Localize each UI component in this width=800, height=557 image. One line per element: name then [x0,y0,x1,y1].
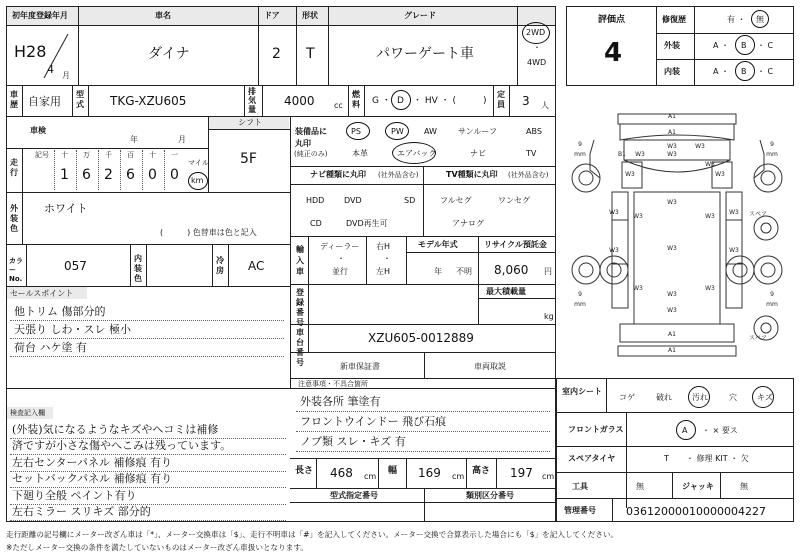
damage-mark: W3 [667,307,677,314]
displacement-value: 4000 [284,94,315,108]
cc-unit: cc [334,101,343,110]
chassis-label: 車台番号 [296,328,304,367]
damage-mark: W3 [695,143,705,150]
digit-header: 百 [127,151,134,159]
mgmt-label: 管理番号 [564,506,596,515]
damage-mark: W3 [705,285,715,292]
mileage-digit: 1 [60,167,69,183]
shift-value: 5F [240,151,257,167]
length-label: 長さ [295,466,314,476]
import-right: 右H [376,242,391,251]
mile-label: マイル [188,159,209,167]
import-dealer: ディーラー [320,242,360,251]
drive-2wd: 2WD [526,28,546,37]
recycle-yen: 円 [544,267,552,276]
sales-point-line: 他トリム 傷部分的 [14,305,106,318]
sheet-item: 穴 [729,393,737,402]
spare-label: スペア [748,211,768,218]
import-parallel: 並行 [332,267,348,276]
damage-mark: A1 [668,331,676,338]
width-label: 幅 [388,466,398,476]
max-load-label: 最大積載量 [486,287,526,296]
usage-value: 自家用 [28,95,61,108]
damage-mark: W3 [635,151,645,158]
import-dot1: ・ [337,254,345,263]
equipment-label: 装備品に丸印 [295,127,327,148]
era-value: H28 [14,42,47,61]
width-cm: cm [452,472,465,481]
damage-mark: W3 [633,213,643,220]
sales-point-line: 荷台 ハケ塗 有 [14,341,87,354]
interior-c: ・ C [757,67,774,76]
equipment-sub: (純正のみ) [294,150,328,158]
nav-item: DVD [344,196,362,205]
drive-dot: ・ [533,43,541,52]
height-value: 197 [510,466,533,480]
glass-rest: ・ × 要ス [702,426,738,435]
model-year-unknown: 不明 [456,267,472,276]
notes-label: 注意事項・不具合箇所 [298,380,368,388]
repair-yes: 有 ・ [727,15,746,24]
tire-number: 9 [770,141,774,148]
shape-label: 形状 [302,11,318,20]
mm-label: mm [574,151,586,158]
km-label: km [191,176,204,185]
note-line: ノブ類 スレ・キズ 有 [300,435,406,448]
digit-header: 万 [83,151,90,159]
mgmt-value: 0361200001000000422‌7 [626,505,766,518]
interior-b: B [741,67,747,76]
damage-mark: W3 [705,161,715,168]
shaken-year-unit: 年 [130,135,138,144]
mileage-digit: 6 [82,167,91,183]
drive-4wd: 4WD [527,58,547,67]
inspector-line: 左右ミラー スリキズ 部分的 [12,505,151,518]
equipment-item: ABS [526,127,542,136]
note-line: 外装各所 筆塗有 [300,395,381,408]
year-label: 初年度登録年月 [12,11,68,20]
capacity-value: 3 [522,94,530,108]
shift-label: シフト [238,118,262,127]
interior-label: 内装 [664,67,680,76]
chassis-value: XZU605-0012889 [368,331,474,345]
reg-label: 登録番号 [296,288,304,327]
model-year-unit: 年 [434,267,442,276]
color-no-value: 057 [64,259,87,273]
nav-item: CD [310,219,322,228]
import-label: 輸入車 [296,245,304,276]
damage-mark: A1 [668,113,676,120]
inspector-line: セットバックパネル 補修痕 有り [12,472,173,486]
height-label: 高さ [472,466,491,476]
nav-item: SD [404,196,416,205]
car-name-label: 車名 [155,11,171,20]
tools-value: 無 [636,482,644,491]
damage-mark: W3 [633,285,643,292]
equipment-item: エアバック [397,149,437,158]
grade-label: グレード [404,11,436,20]
tv-title: TV種類に丸印 [446,170,498,179]
mileage-digit: 2 [104,167,113,183]
damage-mark: W3 [705,213,715,220]
recycle-label: リサイクル預託金 [484,240,547,249]
mileage-digit: 0 [170,167,179,183]
door-value: 2 [272,46,281,62]
inspector-line: 左右センターパネル 補修痕 有り [12,455,173,469]
exterior-label: 外装 [664,41,680,50]
shaken-month-unit: 月 [178,135,186,144]
equipment-item: PW [391,127,404,136]
damage-mark: W3 [667,245,677,252]
tv-item: フルセグ [440,196,472,205]
equipment-item: 本革 [352,149,368,158]
month-value: 4 [47,63,54,76]
width-value: 169 [418,466,441,480]
ac-value: AC [248,259,265,273]
tv-item: アナログ [452,219,484,228]
height-cm: cm [542,472,555,481]
digit-header: 十 [149,151,156,159]
shape-value: T [306,46,315,62]
mm-label: mm [766,301,778,308]
type-designation-label: 型式指定番号 [330,491,378,500]
damage-mark: A1 [668,129,676,136]
damage-mark: W3 [609,209,619,216]
vehicle-manual: 車両取説 [474,362,506,371]
tv-note: (社外品含む) [508,171,549,179]
max-load-kg: kg [544,312,554,321]
mileage-digit: 6 [126,167,135,183]
equipment-item: ナビ [470,149,486,158]
damage-mark: W3 [667,199,677,206]
repair-no: 無 [756,15,764,24]
damage-mark: W3 [609,247,619,254]
digit-header: 記号 [35,151,49,159]
jack-label: ジャッキ [682,482,714,491]
inspector-line: (外装)気になるようなキズやヘコミは補修 [12,423,219,436]
scratch-circle [752,386,774,408]
equipment-item: サンルーフ [458,127,497,136]
damage-mark: A1 [668,347,676,354]
repaint-note: ( ) 色替車は色と記入 [160,228,257,237]
fuel-hv: ・ HV ・ ( [413,96,457,106]
score-label: 評価点 [598,15,626,25]
damage-mark: W3 [729,209,739,216]
door-label: ドア [264,11,280,20]
sheet-item: 汚れ [692,393,708,402]
interior-sheet-label: 室内シート [562,387,602,396]
damage-mark: W3 [667,291,677,298]
sales-point-line: 天張り しわ・スレ 極小 [14,323,131,336]
spare-tire-label: スペアタイヤ [568,454,616,463]
ac-label: 冷房 [216,256,224,275]
damage-mark: W3 [667,151,677,158]
tire-number: 9 [578,141,582,148]
shaken-label: 車検 [30,126,46,135]
damage-mark: W3 [667,143,677,150]
nav-note: (社外品含む) [378,171,419,179]
sheet-item: 破れ [656,393,672,402]
damage-mark: W3 [729,247,739,254]
damage-mark: W3 [625,171,635,178]
length-value: 468 [330,466,353,480]
sheet-item: コゲ [619,393,635,402]
exterior-c: ・ C [757,41,774,50]
inspector-label: 検査記入欄 [10,409,45,417]
inspector-line: 済ですが小さな傷やへこみは残っています。 [12,439,232,453]
import-left: 左H [376,267,391,276]
repair-label: 修復歴 [662,15,686,24]
sales-points-label: セールスポイント [10,289,74,298]
mm-label: mm [574,301,586,308]
fuel-close: ) [483,96,487,106]
damage-mark: W3 [715,171,725,178]
digit-header: 十 [61,151,68,159]
color-label: 外装色 [10,204,18,233]
tv-item: ワンセグ [498,196,530,205]
mileage-digit: 0 [148,167,157,183]
color-no-label: カラーNo. [9,257,23,283]
footer-line2: ※ただしメーター交換の条件を満たしていないものはメーター改ざん車扱いとなります。 [6,543,308,552]
tire-number: 9 [578,291,582,298]
recycle-value: 8,060 [494,263,529,277]
interior-color-label: 内装色 [134,254,142,283]
note-line: フロントウインドー 飛び石痕 [300,415,447,428]
header-shade [7,7,555,25]
color-value: ホワイト [44,202,88,215]
equipment-item: TV [526,149,537,158]
mileage-label: 走行 [10,158,18,177]
spare-tire-kit: ・ 修理 KIT ・ 欠 [686,454,749,463]
digit-header: 一 [171,151,178,159]
capacity-label: 定員 [497,90,505,109]
sheet-item: キズ [757,393,773,402]
nav-item: HDD [306,196,325,205]
equipment-item: AW [424,127,437,136]
length-cm: cm [364,472,377,481]
fuel-options: G ・ [372,96,391,106]
footer-line1: 走行距離の記号欄にメーター改ざん車は「*」、メーター交換車は「$」、走行不明車は「#」を記入してください。メーター交換で合算表示した場合にも「$」を記入してください。 [6,530,619,539]
category-label: 類別区分番号 [466,491,514,500]
mm-label: mm [766,151,778,158]
score-value: 4 [604,38,623,68]
inspector-line: 下廻り全般 ペイント有り [12,488,137,502]
fuel-d: D [397,96,404,106]
stain-circle [688,386,710,408]
digit-header: 千 [105,151,112,159]
nav-item: DVD再生可 [346,219,388,228]
glass-label: フロントガラス [568,425,624,434]
tools-label: 工具 [572,482,588,491]
equipment-item: PS [351,127,361,136]
import-dot2: ・ [383,254,391,263]
car-name-value: ダイナ [148,46,190,62]
usage-label: 車歴 [10,90,18,109]
jack-value: 無 [740,482,748,491]
vehicle-diagram [560,100,794,375]
displacement-label: 排気量 [248,87,256,114]
model-label: 型式 [76,90,84,109]
model-year-label: モデル年式 [418,240,458,249]
month-unit: 月 [62,71,70,80]
capacity-unit: 人 [541,101,549,110]
nav-title: ナビ種類に丸印 [310,170,366,179]
glass-a: A [682,426,688,435]
grade-value: パワーゲート車 [376,46,474,62]
fuel-label: 燃料 [352,90,360,109]
exterior-b: B [741,41,747,50]
damage-mark: B1 [618,151,626,158]
exterior-a: A ・ [713,41,730,50]
new-car-warranty: 新車保証書 [340,362,380,371]
model-value: TKG-XZU605 [110,94,187,108]
tire-number: 9 [770,291,774,298]
interior-a: A ・ [713,67,730,76]
spare-tire-t: T [664,454,669,463]
spare-label: スペア [748,335,768,342]
